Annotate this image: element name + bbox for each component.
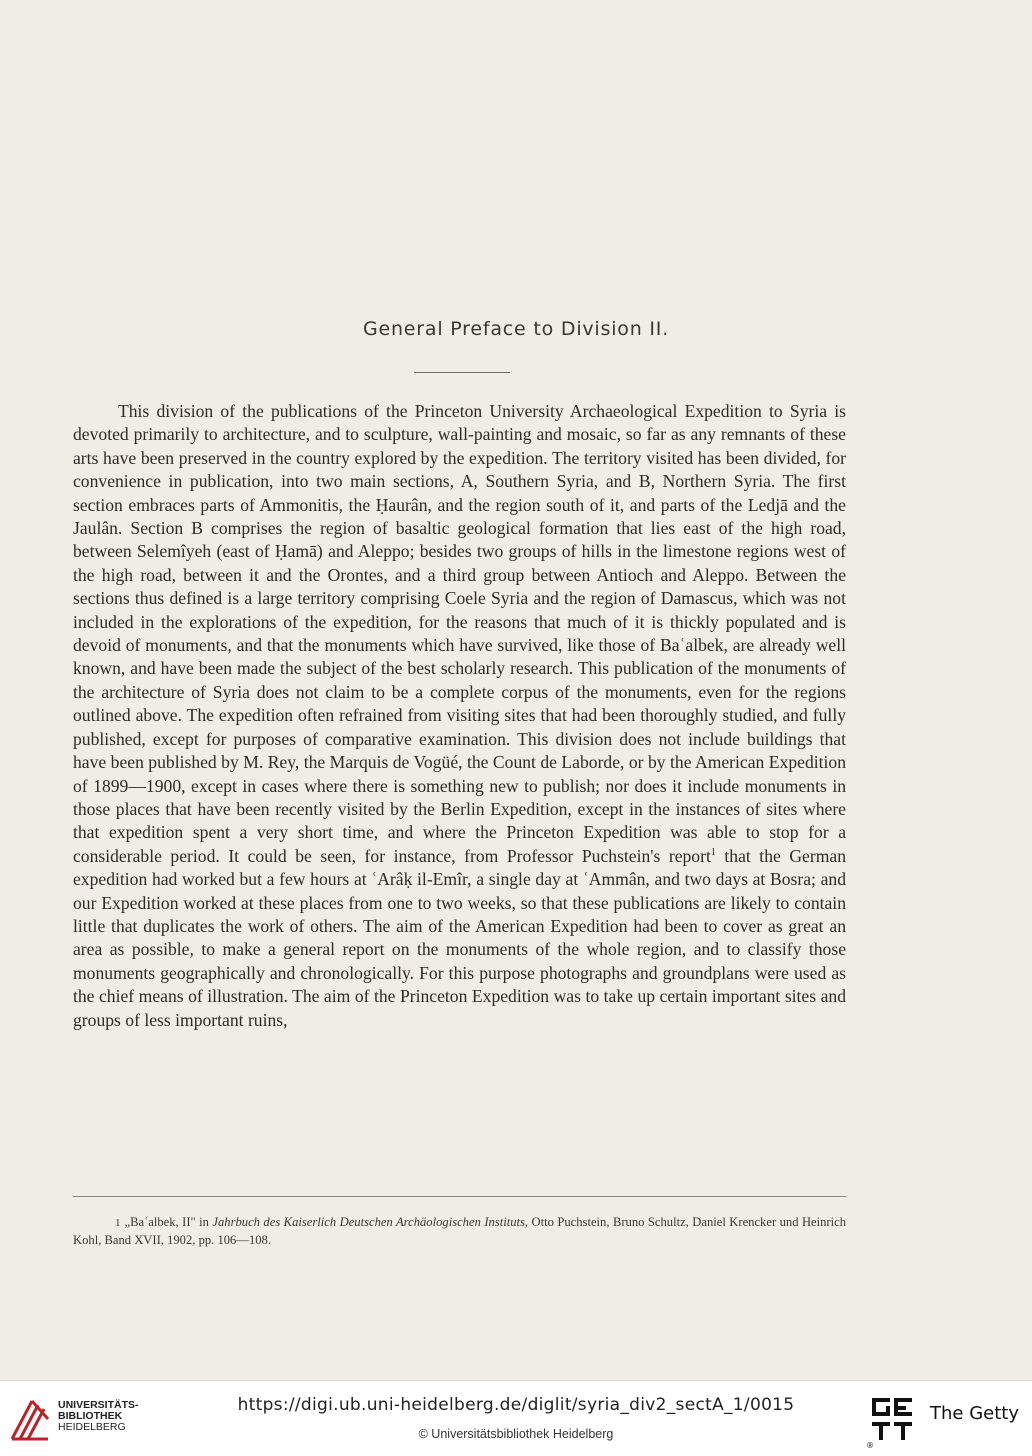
footnote-divider (73, 1196, 846, 1197)
footer-bar (0, 1380, 1032, 1456)
permalink-url[interactable]: https://digi.ub.uni-heidelberg.de/diglit/syria_div2_sectA_1/0015 (237, 1395, 795, 1415)
title-divider (414, 372, 510, 373)
footnote-journal-title: Jahrbuch des Kaiserlich Deutschen Archäologischen Instituts (212, 1215, 525, 1229)
footnote-reference[interactable]: 1 (710, 846, 716, 858)
body-paragraph (73, 400, 846, 1032)
footnote (73, 1214, 846, 1249)
library-name-line2: BIBLIOTHEK (58, 1410, 123, 1422)
library-name-line3: HEIDELBERG (58, 1421, 126, 1433)
getty-logo-icon[interactable] (870, 1396, 916, 1442)
page-title: General Preface to Division II. (362, 318, 670, 340)
paragraph-text: This division of the publications of the Princeton University Archaeological Expedition to Syria is devoted primarily to architecture, and to sculpture, wall-painting and mosaic, so far as any remnants of these arts have been preserved in the country explored by the expedition. The territory visited has been divided, for convenience in publication, into two main sections, A, Southern Syria, and B, Northern Syria. The first section embraces parts of Ammonitis, the Ḥaurân, and the region south of it, and parts of the Ledjā and the Jaulân. Section B comprises the region of basaltic geological formation that lies east of the high road, between Selemîyeh (east of Ḥamā) and Aleppo; besides two groups of hills in the limestone regions west of the high road, between it and the Orontes, and a third group between Antioch and Aleppo. Between the sections thus defined is a large territory comprising Coele Syria and the region of Damascus, which was not included in the explorations of the expedition, for the reasons that much of it is thickly populated and is devoid of monuments, and that the monuments which have survived, like those of Baʿalbek, are already well known, and have been made the subject of the best scholarly research. This publication of the monuments of the architecture of Syria does not claim to be a complete corpus of the monuments, even for the regions outlined above. The expedition often refrained from visiting sites that had been thoroughly studied, and fully published, except for purposes of comparative examination. This division does not include buildings that have been published by M. Rey, the Marquis de Vogüé, the Count de Laborde, or by the American Expedition of 1899—1900, except in cases where there is something new to publish; nor does it include monuments in those places that have been recently visited by the Berlin Expedition, except in the instances of sites where that expedition spent a very short time, and where the Princeton Expedition was able to stop for a considerable period. It could be seen, for instance, from Professor Puchstein's report (73, 401, 846, 866)
getty-name: The Getty (930, 1403, 1019, 1424)
footnote-text-post: , Otto Puchstein, Bruno Schultz, Daniel Krencker und Heinrich Kohl, Band XVII, 1902, pp. 106—108. (73, 1215, 847, 1247)
copyright-notice: © Universitätsbibliothek Heidelberg (418, 1427, 614, 1441)
footnote-number: 1 (115, 1217, 121, 1229)
library-name-line1: UNIVERSITÄTS- (58, 1399, 139, 1411)
paragraph-text-continued: that the German expedition had worked but a few hours at ʿArâḳ il-Emîr, a single day at ʿAmmân, and two days at Bosra; and our Expedition worked at these places from one to two weeks, so that these publications are likely to contain little that duplicates the work of others. The aim of the American Expedition had been to cover as great an area as possible, to make a general report on the monuments of the whole region, and to classify those monuments geographically and chronologically. For this purpose photographs and groundplans were used as the chief means of illustration. The aim of the Princeton Expedition was to take up certain important sites and groups of less important ruins, (73, 845, 846, 1030)
footnote-text-pre: „Baʿalbek, II" in (124, 1215, 213, 1229)
registered-mark: ® (866, 1441, 874, 1450)
